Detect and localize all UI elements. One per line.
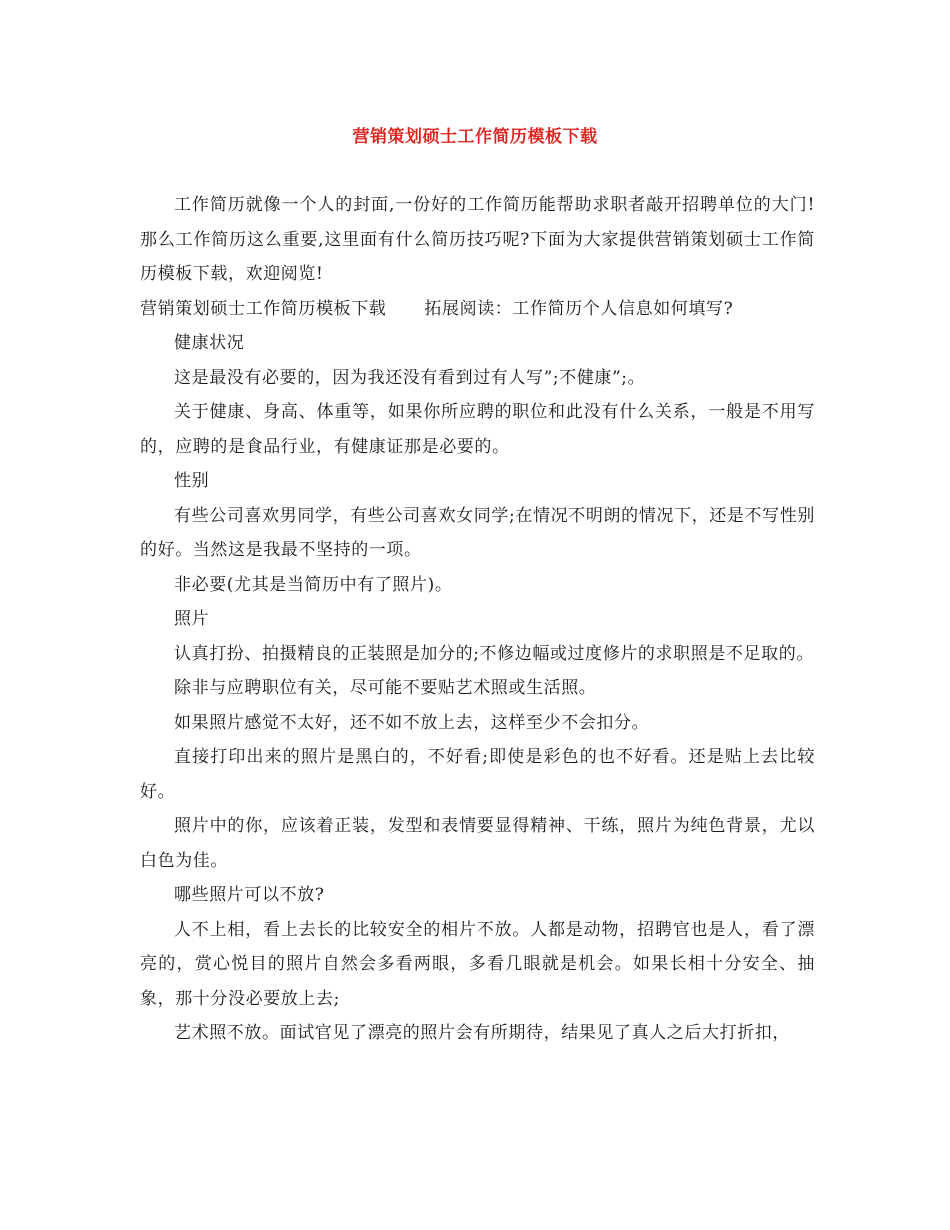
paragraph: 认真打扮、拍摄精良的正装照是加分的;不修边幅或过度修片的求职照是不足取的。 [174,643,814,664]
paragraph: 这是最没有必要的，因为我还没有看到过有人写”;不健康”;。 [174,367,646,388]
paragraph-heading: 性别 [174,471,210,491]
paragraph-heading: 健康状况 [174,333,245,353]
intro-paragraph: 工作简历就像一个人的封面,一份好的工作简历能帮助求职者敲开招聘单位的大门!那么工作简历这么重要,这里面有什么简历技巧呢?下面为大家提供营销策划硕士工作简历模板下载，欢迎阅览! [140,195,815,284]
document-title: 营销策划硕士工作简历模板下载 [352,127,598,147]
ext-left-text: 营销策划硕士工作简历模板下载 [140,298,387,319]
paragraph: 除非与应聘职位有关，尽可能不要贴艺术照或生活照。 [174,678,597,698]
paragraph-heading: 照片 [174,609,210,629]
paragraph: 如果照片感觉不太好，还不如不放上去，这样至少不会扣分。 [174,712,650,733]
paragraph: 直接打印出来的照片是黑白的，不好看;即使是彩色的也不好看。还是贴上去比较好。 [140,747,815,802]
paragraph: 艺术照不放。面试官见了漂亮的照片会有所期待，结果见了真人之后大打折扣， [174,1023,790,1043]
paragraph: 非必要(尤其是当简历中有了照片)。 [174,574,453,595]
paragraph-heading: 哪些照片可以不放? [174,885,325,905]
document-body [140,188,815,1051]
paragraph: 关于健康、身高、体重等，如果你所应聘的职位和此没有什么关系，一般是不用写的，应聘的是食品行业，有健康证那是必要的。 [140,402,815,457]
ext-right-text: 拓展阅读：工作简历个人信息如何填写? [424,298,734,319]
paragraph: 照片中的你，应该着正装，发型和表情要显得精神、干练，照片为纯色背景，尤以白色为佳。 [140,816,815,871]
paragraph: 有些公司喜欢男同学，有些公司喜欢女同学;在情况不明朗的情况下，还是不写性别的好。当然这是我最不坚持的一项。 [140,505,815,560]
paragraph: 人不上相，看上去长的比较安全的相片不放。人都是动物，招聘官也是人，看了漂亮的，赏心悦目的照片自然会多看两眼，多看几眼就是机会。如果长相十分安全、抽象，那十分没必要放上去; [140,919,815,1009]
extended-reading-line [140,292,815,327]
